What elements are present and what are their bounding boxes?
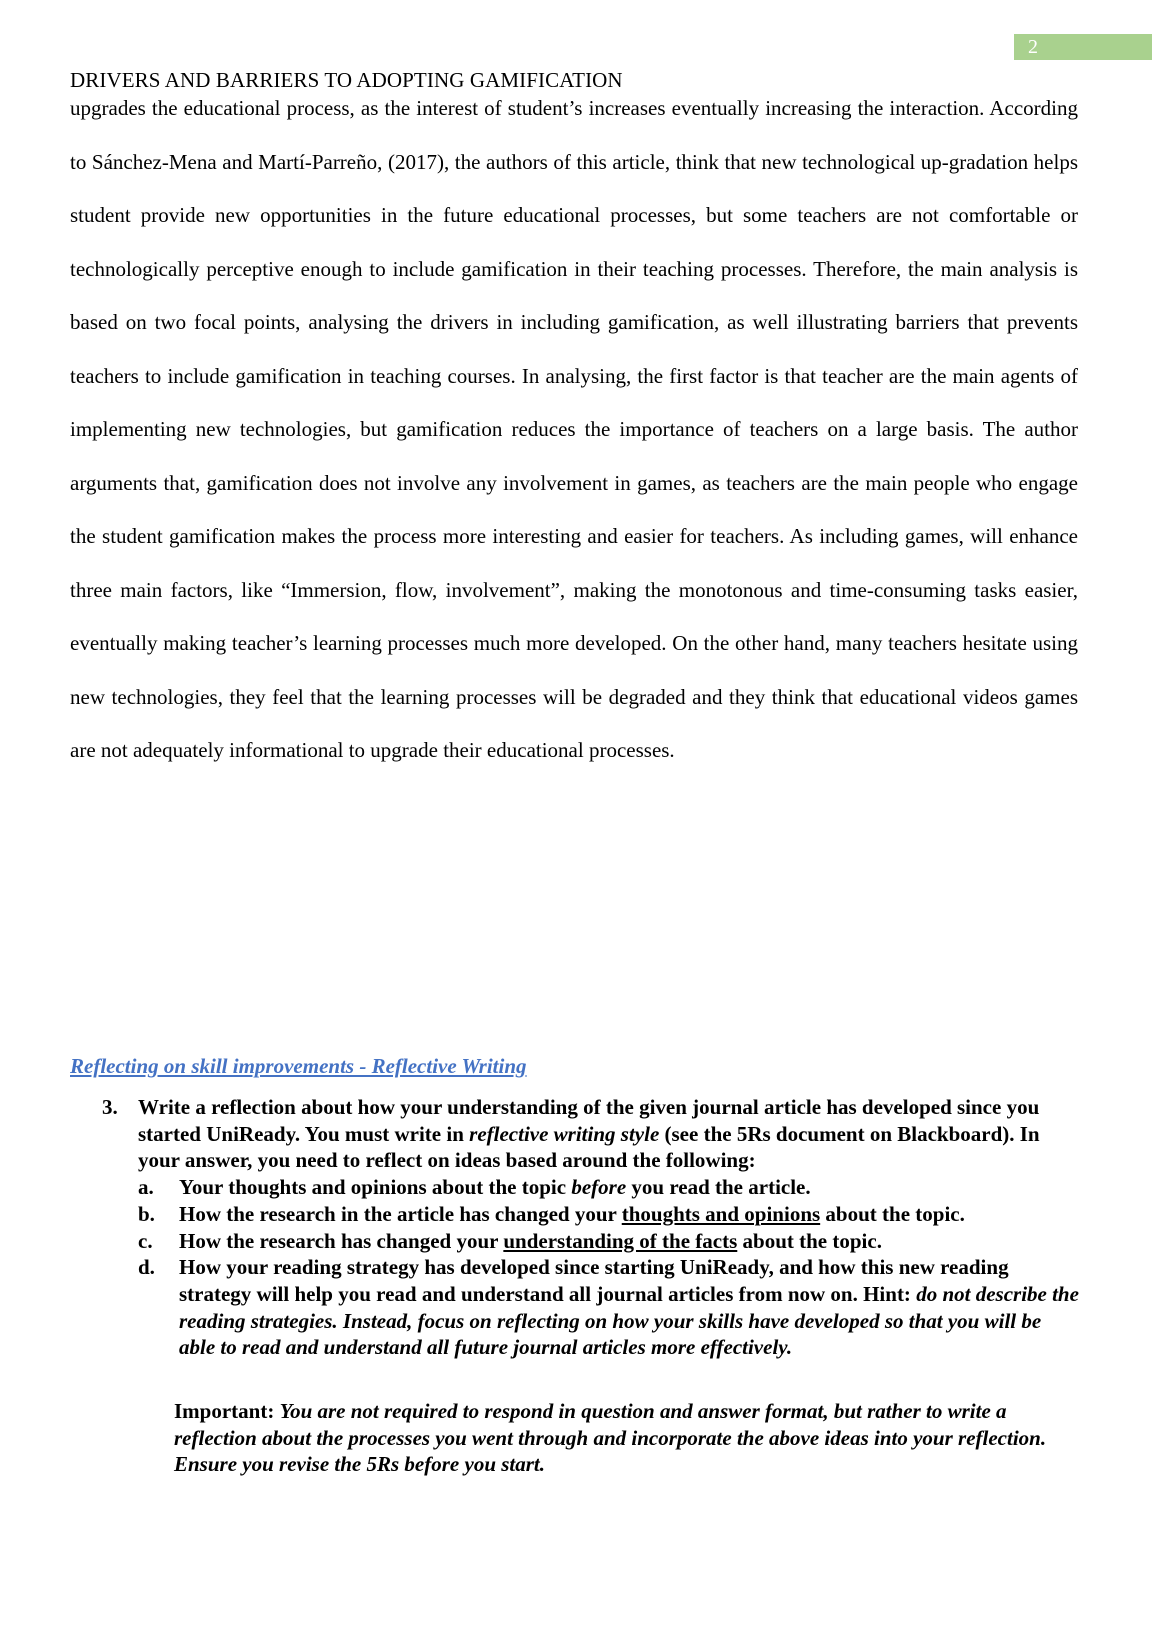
question-text	[138, 1094, 1082, 1174]
important-text: You are not required to respond in question and answer format, but rather to write a reflection about the processes you went through and incorporate the above ideas into your reflection. Ensure you revise the 5Rs before you start.	[174, 1399, 1047, 1477]
body-paragraph: upgrades the educational process, as the interest of student’s increases eventually increasing the interaction. According to Sánchez-Mena and Martí-Parreño, (2017), the authors of this article, think that new technological up-gradation helps student provide new opportunities in the future educational processes, but some teachers are not comfortable or technologically perceptive enough to include gamification in their teaching processes. Therefore, the main analysis is based on two focal points, analysing the drivers in including gamification, as well illustrating barriers that prevents teachers to include gamification in teaching courses. In analysing, the first factor is that teacher are the main agents of implementing new technologies, but gamification reduces the importance of teachers on a large basis. The author arguments that, gamification does not involve any involvement in games, as teachers are the main people who engage the student gamification makes the process more interesting and easier for teachers. As including games, will enhance three main factors, like “Immersion, flow, involvement”, making the monotonous and time-consuming tasks easier, eventually making teacher’s learning processes much more developed. On the other hand, many teachers hesitate using new technologies, they feel that the learning processes will be degraded and they think that educational videos games are not adequately informational to upgrade their educational processes.	[70, 96, 1078, 762]
question-text-part: Write a reflection about how your understanding of the given journal article has developed since you started UniReady. You must write in	[138, 1095, 1040, 1146]
sub-question-letter: b.	[138, 1201, 155, 1226]
question-number: 3.	[102, 1095, 118, 1119]
sub-question-letter: c.	[138, 1228, 153, 1253]
sub-question-underline: understanding of the facts	[503, 1228, 738, 1253]
important-label: Important:	[174, 1399, 280, 1423]
sub-question-text: How your reading strategy has developed since starting UniReady, and how this new reading strategy will help you read and understand all journal articles from now on. Hint:	[179, 1255, 1009, 1306]
sub-question-b	[138, 1201, 1082, 1228]
sub-question-text: you read the article.	[626, 1175, 811, 1200]
important-note	[174, 1398, 1084, 1478]
sub-question-d	[138, 1254, 1082, 1361]
sub-question-italic: do not describe the reading strategies. Instead, focus on reflecting on how your skills have developed so that you will be able to read and understand all future journal articles more effectively.	[179, 1281, 1079, 1360]
question-3	[102, 1094, 1082, 1361]
sub-question-a	[138, 1174, 1082, 1201]
sub-question-text: How the research in the article has changed your	[179, 1201, 622, 1226]
question-text-italic: reflective writing style	[469, 1121, 660, 1146]
sub-question-text: about the topic.	[820, 1201, 965, 1226]
sub-question-text: How the research has changed your	[179, 1228, 504, 1253]
question-text-part: (see the 5Rs document on Blackboard). In your answer, you need to reflect on ideas based around the following:	[138, 1121, 1040, 1173]
page-number: 2	[1014, 34, 1152, 60]
sub-question-list	[102, 1174, 1082, 1361]
sub-question-c	[138, 1228, 1082, 1255]
sub-question-letter: d.	[138, 1255, 155, 1280]
section-heading: Reflecting on skill improvements - Reflective Writing	[70, 1054, 527, 1078]
sub-question-letter: a.	[138, 1175, 154, 1200]
running-head: DRIVERS AND BARRIERS TO ADOPTING GAMIFICATION	[70, 68, 623, 92]
sub-question-italic: before	[571, 1175, 627, 1200]
sub-question-text: Your thoughts and opinions about the topic	[179, 1175, 572, 1200]
sub-question-underline: thoughts and opinions	[621, 1201, 821, 1226]
sub-question-text: about the topic.	[737, 1228, 882, 1253]
